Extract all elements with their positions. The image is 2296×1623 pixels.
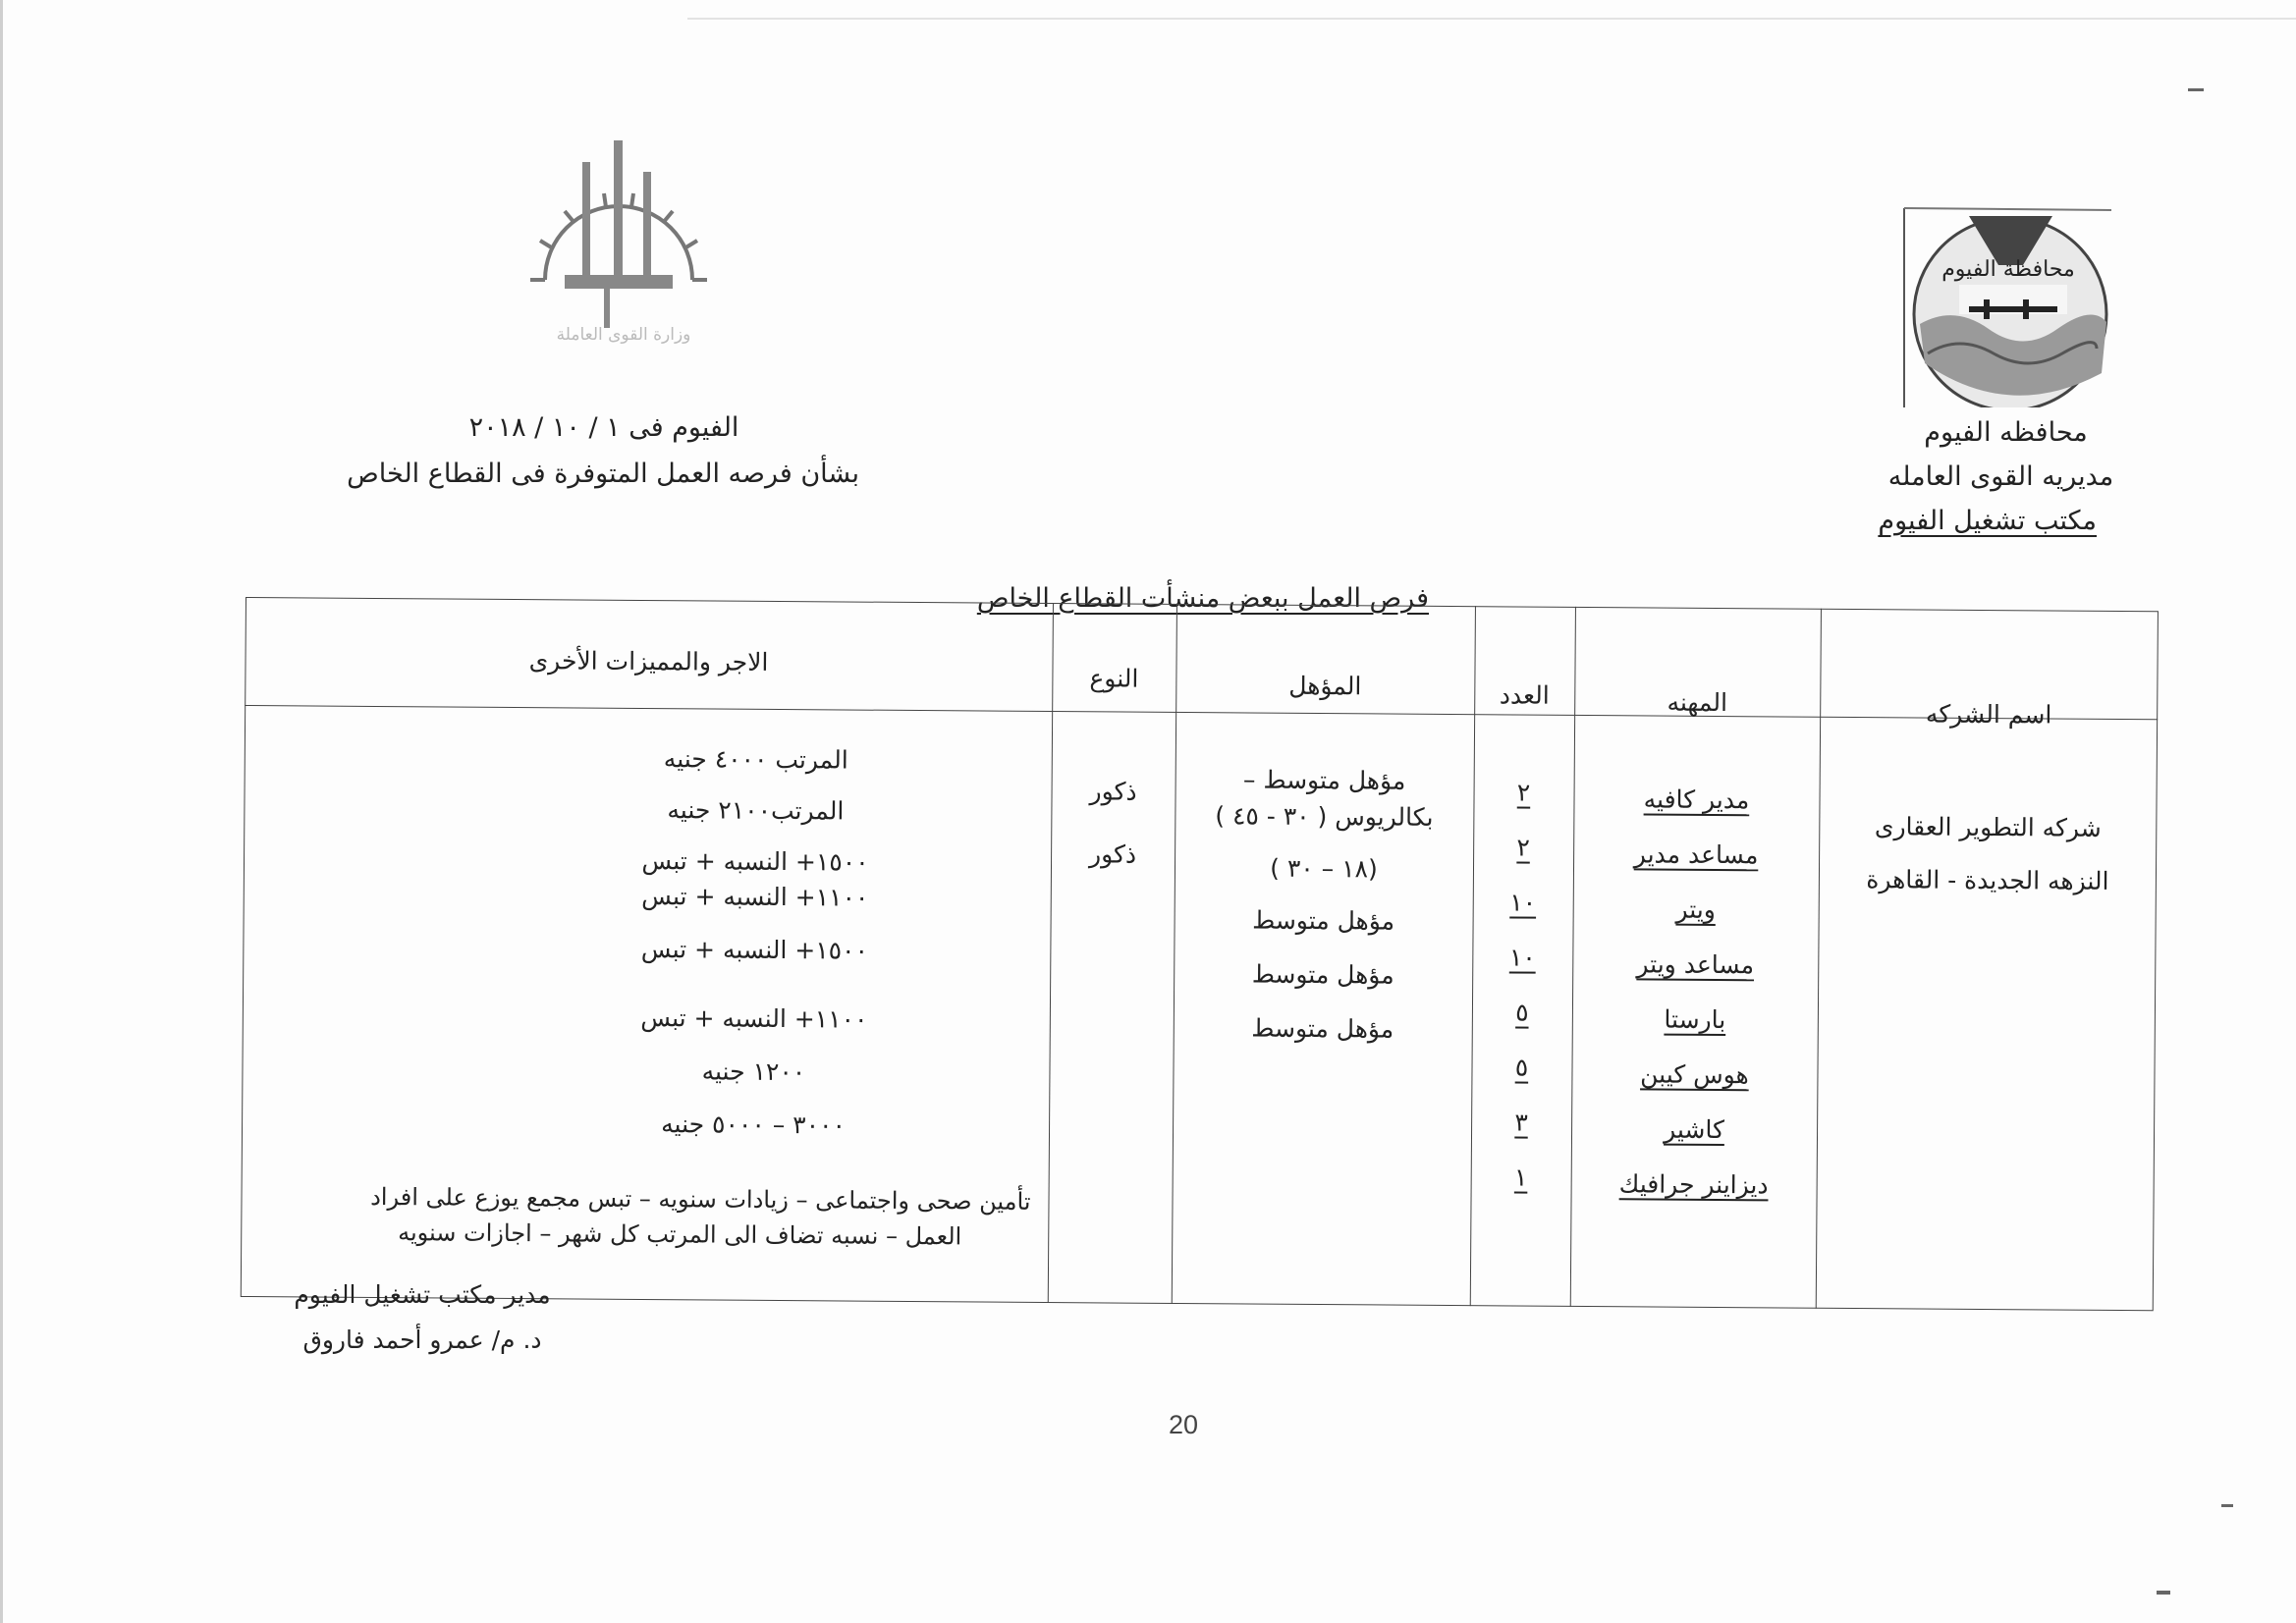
- list-item: ٢: [1516, 833, 1530, 862]
- scan-left-edge: [0, 0, 3, 1623]
- list-item: ذكور: [1089, 777, 1137, 806]
- list-item: هوس كيبن: [1640, 1059, 1749, 1090]
- ministry-logo: [506, 133, 732, 358]
- list-item: ١٥٠٠+ النسبه + تبس: [640, 934, 869, 965]
- list-item: ٥: [1515, 998, 1529, 1027]
- list-item: ٣: [1514, 1108, 1528, 1137]
- list-item: بارستا: [1664, 1004, 1726, 1035]
- signature-title: مدير مكتب تشغيل الفيوم: [294, 1280, 551, 1309]
- scan-mark: [2157, 1591, 2170, 1595]
- benefits-text: [254, 1178, 1031, 1255]
- header-salary: الاجر والمميزات الأخرى: [528, 646, 769, 676]
- list-item: ١٥٠٠+ النسبه + تبس: [641, 845, 869, 877]
- list-item: ١١٠٠+ النسبه + تبس: [640, 1002, 868, 1034]
- subject-line: بشأن فرصه العمل المتوفرة فى القطاع الخاص: [347, 459, 859, 489]
- list-item: ديزاينر جرافيك: [1618, 1169, 1769, 1200]
- list-item: ١٢٠٠ جنيه: [701, 1056, 806, 1087]
- date-line: الفيوم فى ١ / ١٠ / ٢٠١٨: [468, 412, 739, 443]
- list-item: ١١٠٠+ النسبه + تبس: [641, 881, 869, 912]
- header-count: العدد: [1499, 680, 1550, 710]
- list-item: ٥: [1514, 1053, 1529, 1082]
- jobs-table: [241, 597, 2159, 1311]
- count-list: [1470, 765, 1573, 1206]
- list-item: المرتب ٤٠٠٠ جنيه: [663, 744, 848, 775]
- list-item: مدير كافيه: [1643, 784, 1750, 815]
- fayoum-governorate-seal-icon: [1900, 206, 2111, 407]
- header-gender: النوع: [1089, 664, 1139, 693]
- list-item: ١٠: [1509, 888, 1537, 917]
- directorate-name: مديريه القوى العامله: [1887, 461, 2114, 492]
- benefits-line: العمل – نسبه تضاف الى المرتب كل شهر – اجازات سنويه: [398, 1218, 962, 1251]
- salary-list: [242, 736, 1052, 1147]
- list-item: ذكور: [1088, 839, 1137, 869]
- list-item: مؤهل متوسط –: [1242, 765, 1406, 795]
- list-item: ويتر: [1675, 894, 1716, 924]
- list-item: المرتب٢١٠٠ جنيه: [667, 795, 845, 826]
- scan-mark: [2188, 88, 2204, 91]
- scan-mark: [2221, 1504, 2233, 1507]
- list-item: ٢: [1516, 778, 1531, 807]
- governorate-name: محافظه الفيوم: [1924, 417, 2088, 448]
- list-item: مساعد ويتر: [1636, 949, 1755, 980]
- list-item: (١٨ – ٣٠ ): [1270, 853, 1378, 884]
- occupation-list: [1570, 772, 1819, 1214]
- list-item: ١: [1513, 1163, 1528, 1192]
- gender-list: [1051, 760, 1175, 887]
- fayoum-seal: [1900, 206, 2111, 407]
- signature-name: د. م/ عمرو أحمد فاروق: [302, 1325, 542, 1354]
- table-title: فرص العمل ببعض منشأت القطاع الخاص: [976, 583, 1429, 614]
- page-number: 20: [1168, 1410, 1199, 1439]
- list-item: مساعد مدير: [1633, 839, 1759, 870]
- list-item: ٣٠٠٠ – ٥٠٠٠ جنيه: [661, 1109, 847, 1140]
- company-name: شركه التطوير العقارى: [1874, 812, 2102, 842]
- list-item: كاشير: [1664, 1114, 1725, 1145]
- list-item: مؤهل متوسط: [1251, 1013, 1394, 1044]
- header-occupation: المهنه: [1667, 687, 1728, 718]
- benefits-line: تأمين صحى واجتماعى – زيادات سنويه – تبس مجمع يوزع على افراد: [370, 1182, 1031, 1216]
- list-item: مؤهل متوسط: [1252, 905, 1395, 936]
- list-item: ١٠: [1508, 943, 1536, 972]
- scan-top-edge: [687, 18, 2296, 20]
- seal-text: محافظة الفيوم: [1941, 257, 2075, 282]
- header-qualification: المؤهل: [1288, 671, 1362, 701]
- logo-caption: وزارة القوى العاملة: [556, 325, 691, 345]
- list-item: بكالريوس ( ٣٠ - ٤٥ ): [1215, 801, 1434, 832]
- list-item: مؤهل متوسط: [1251, 959, 1394, 990]
- company-location: النزهه الجديدة - القاهرة: [1866, 865, 2109, 895]
- header-company: اسم الشركه: [1925, 699, 2052, 730]
- office-name: مكتب تشغيل الفيوم: [1878, 506, 2097, 536]
- company-cell: [1819, 800, 2158, 909]
- qualification-list: [1174, 761, 1474, 1048]
